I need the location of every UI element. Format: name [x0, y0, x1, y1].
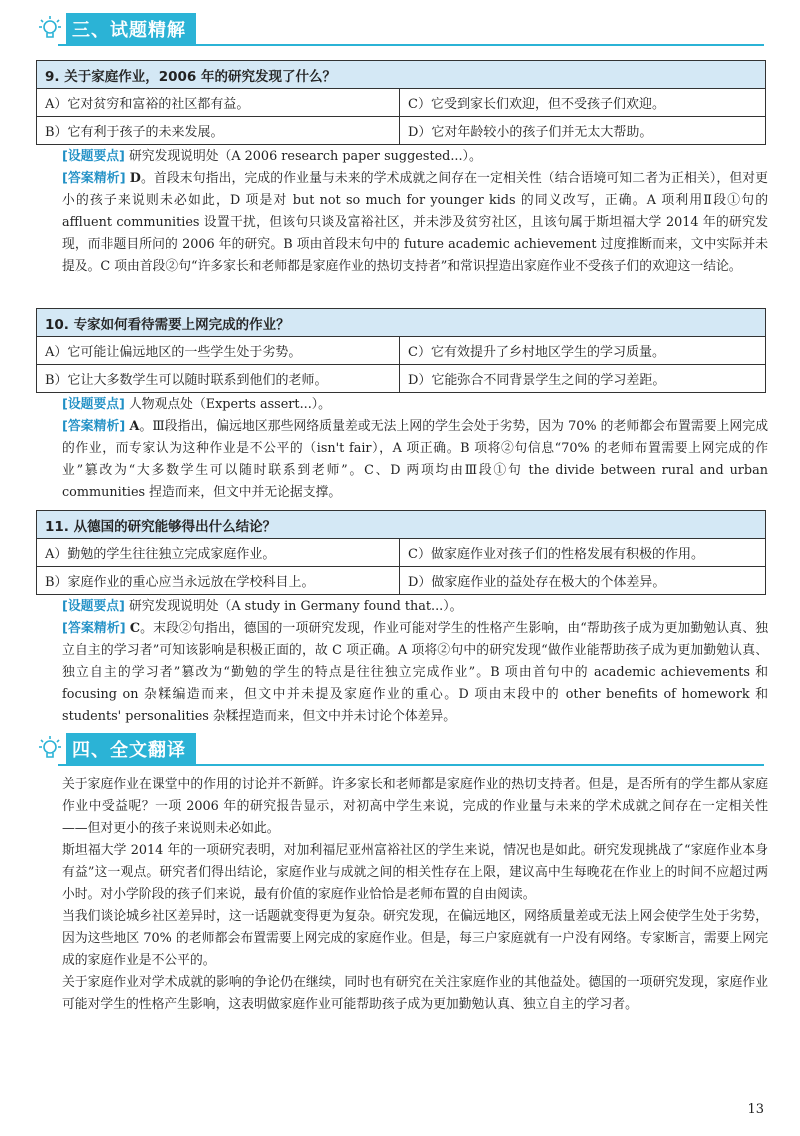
translation-p3: 当我们谈论城乡社区差异时，这一话题就变得更为复杂。研究发现，在偏远地区，网络质量差或无法上网会使学生处于劣势，因为这些地区 70% 的老师都会布置需要上网完成的家庭作业。但是，每三户家庭就有一户没有网络。专家断言，需要上网完成的家庭作业是不公平的。 [62, 909, 768, 968]
q10-option-d: D）它能弥合不同背景学生之间的学习差距。 [400, 365, 766, 393]
q9-answer: D [129, 171, 141, 186]
q9-option-d: D）它对年龄较小的孩子们并无太大帮助。 [400, 117, 766, 145]
section4-header [38, 734, 196, 764]
q10-option-b: B）它让大多数学生可以随时联系到他们的老师。 [37, 365, 400, 393]
q9-option-c: C）它受到家长们欢迎，但不受孩子们欢迎。 [400, 89, 766, 117]
q10-option-c: C）它有效提升了乡村地区学生的学习质量。 [400, 337, 766, 365]
q10-question: 10. 专家如何看待需要上网完成的作业？ [37, 309, 766, 337]
section4-divider [58, 764, 764, 766]
page-number: 13 [747, 1102, 764, 1117]
q11-question: 11. 从德国的研究能够得出什么结论？ [37, 511, 766, 539]
q10-explanation [36, 394, 768, 504]
translation [36, 774, 768, 1016]
section3-header [38, 14, 196, 44]
translation-p1: 关于家庭作业在课堂中的作用的讨论并不新鲜。许多家长和老师都是家庭作业的热切支持者。但是，是否所有的学生都从家庭作业中受益呢？一项 2006 年的研究报告显示，对初高中学生来说，完成的作业量与未来的学术成就之间存在一定相关性——但对更小的孩子来说则未必如此。 [62, 777, 768, 836]
q11-analysis-label: [答案精析] [62, 621, 126, 636]
q11-point-label: [设题要点] [62, 599, 125, 614]
lightbulb-icon [38, 734, 62, 764]
section4-title: 四、全文翻译 [66, 733, 196, 765]
section3-title: 三、试题精解 [66, 13, 196, 45]
q11-explanation [36, 596, 768, 728]
q11-analysis-text: 。末段②句指出，德国的一项研究发现，作业可能对学生的性格产生影响，由“帮助孩子成为更加勤勉认真、独立自主的学习者”可知该影响是积极正面的，故 C 项正确。A 项将②句中的研究发现“做作业能帮助孩子成为更加勤勉认真、独立自主的学习者”篡改为“勤勉的学生的特点是往往独立完成作业”。B 项由首句中的 academic achievements 和 focusing on 杂糅编造而来，但文中并未提及家庭作业的重心。D 项由末段中的 other benefits of homework 和 students' personalities 杂糅捏造而来，但文中并未讨论个体差异。 [62, 621, 768, 724]
q10-answer: A [129, 419, 140, 434]
translation-p4: 关于家庭作业对学术成就的影响的争论仍在继续，同时也有研究在关注家庭作业的其他益处。德国的一项研究发现，家庭作业可能对学生的性格产生影响，这表明做家庭作业可能帮助孩子成为更加勤勉认真、独立自主的学习者。 [62, 975, 768, 1012]
q10-analysis-label: [答案精析] [62, 419, 126, 434]
q11-option-c: C）做家庭作业对孩子们的性格发展有积极的作用。 [400, 539, 766, 567]
q9-option-b: B）它有利于孩子的未来发展。 [37, 117, 400, 145]
q10-option-a: A）它可能让偏远地区的一些学生处于劣势。 [37, 337, 400, 365]
q9-option-a: A）它对贫穷和富裕的社区都有益。 [37, 89, 400, 117]
q9-table [36, 60, 766, 145]
q11-option-a: A）勤勉的学生往往独立完成家庭作业。 [37, 539, 400, 567]
q10-table [36, 308, 766, 393]
q11-table [36, 510, 766, 595]
q9-point-label: [设题要点] [62, 149, 125, 164]
section3-divider [58, 44, 764, 46]
q11-answer: C [129, 621, 141, 636]
q10-point-text: 人物观点处（Experts assert...）。 [128, 397, 331, 412]
q10-analysis-text: 。Ⅲ段指出，偏远地区那些网络质量差或无法上网的学生会处于劣势，因为 70% 的老师都会布置需要上网完成的作业，而专家认为这种作业是不公平的（isn't fair），A 项正确。B 项将②句信息“70% 的老师布置需要上网完成的作业”篡改为“大多数学生可以随时联系到老师”。C、D 两项均由Ⅲ段①句 the divide between rural and urban communities 捏造而来，但文中并无论据支撑。 [62, 419, 769, 500]
q9-point-text: 研究发现说明处（A 2006 research paper suggested...）。 [128, 149, 482, 164]
translation-p2: 斯坦福大学 2014 年的一项研究表明，对加利福尼亚州富裕社区的学生来说，情况也是如此。研究发现挑战了“家庭作业本身有益”这一观点。研究者们得出结论，家庭作业与成就之间的相关性存在上限，建议高中生每晚花在作业上的时间不应超过两小时。对小学阶段的孩子们来说，最有价值的家庭作业恰恰是老师布置的自由阅读。 [62, 843, 768, 902]
q9-analysis-text: 。首段末句指出，完成的作业量与未来的学术成就之间存在一定相关性（结合语境可知二者为正相关），但对更小的孩子来说则未必如此，D 项是对 but not so much for younger kids 的同义改写，正确。A 项利用Ⅱ段①句的 affluent communities 设置干扰，但该句只谈及富裕社区，并未涉及贫穷社区，且该句属于斯坦福大学 2014 年的研究发现，而非题目所问的 2006 年的研究。B 项由首段末句中的 future academic achievement 过度推断而来，文中实际并未提及。C 项由首段②句“许多家长和老师都是家庭作业的热切支持者”和常识捏造出家庭作业不受孩子们的欢迎这一结论。 [62, 171, 768, 274]
q11-point-text: 研究发现说明处（A study in Germany found that...）。 [128, 599, 463, 614]
q9-analysis-label: [答案精析] [62, 171, 126, 186]
q10-point-label: [设题要点] [62, 397, 125, 412]
q11-option-d: D）做家庭作业的益处存在极大的个体差异。 [400, 567, 766, 595]
q11-option-b: B）家庭作业的重心应当永远放在学校科目上。 [37, 567, 400, 595]
q9-question: 9. 关于家庭作业，2006 年的研究发现了什么？ [37, 61, 766, 89]
q9-explanation [36, 146, 768, 278]
lightbulb-icon [38, 14, 62, 44]
